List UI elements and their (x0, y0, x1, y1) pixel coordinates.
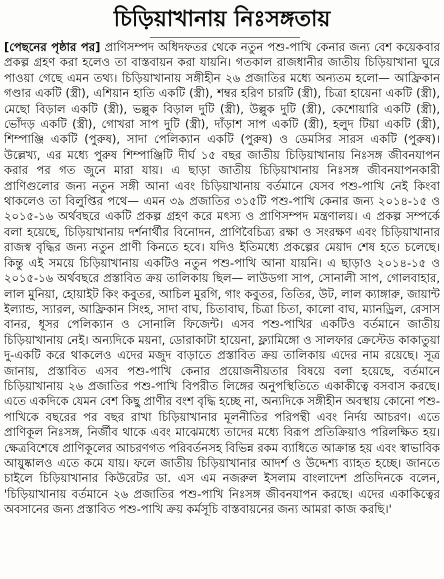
article-body (4, 40, 440, 576)
article-paragraph (4, 40, 440, 518)
headline-divider (150, 37, 300, 38)
continuation-label: [পেছনের পৃষ্ঠার পর] (4, 40, 101, 54)
headline: চিড়িয়াখানায় নিঃসঙ্গতায় (113, 7, 331, 32)
article-text: প্রাণিসম্পদ অধিদফতর থেকে নতুন পশু-পাখি কেনার জন্য বেশ কয়েকবার প্রকল্প গ্রহণ করা হলেও তা বাস্তবায়ন করা যায়নি। গতকাল রাজধানীর জাতীয় চিড়িয়াখানা ঘুরে পাওয়া গেছে এমন তথ্য। চিড়িয়াখানায় সঙ্গীহীন ২৬ প্রজাতির মধ্যে অন্যতম হলো— আফ্রিকান গণ্ডার একটি (স্ত্রী), এশিয়ান হাতি একটি (স্ত্রী), শম্বর হরিণ চারটি (স্ত্রী), চিত্রা হায়েনা একটি (স্ত্রী), মেছো বিড়াল একটি (স্ত্রী), ভল্লুক বিড়াল দুটি (স্ত্রী), উল্লুক দুটি (স্ত্রী), কেশোয়ারি একটি (স্ত্রী), ভোঁদড় একটি (স্ত্রী), গোখরা সাপ দুটি (স্ত্রী), দাঁড়াশ সাপ একটি (স্ত্রী), হলুদ টিয়া একটি (স্ত্রী), শিম্পাঞ্জি একটি (পুরুষ), সাদা পেলিক্যান একটি (পুরুষ) ও ডেমসির সারস একটি (পুরুষ)। উল্লেখ্য, এর মধ্যে পুরুষ শিম্পাঞ্জিটি দীর্ঘ ১৫ বছর জাতীয় চিড়িয়াখানায় নিঃসঙ্গ জীবনযাপন করার পর গত জুনে মারা যায়। এ ছাড়া জাতীয় চিড়িয়াখানায় নিঃসঙ্গ জীবনযাপনকারী প্রাণিগুলোর জন্য নতুন সঙ্গী আনা এবং চিড়িয়াখানায় বর্তমানে যেসব পশু-পাখি নেই কিংবা থাকলেও তা বিলুপ্তির পথে— এমন ৩৯ প্রজাতির ৩১৫টি পশু-পাখি কেনার জন্য ২০১৪-১৫ ও ২০১৫-১৬ অর্থবছরে একটি প্রকল্প গ্রহণ করে মৎস্য ও প্রাণিসম্পদ মন্ত্রণালয়। এ প্রকল্প সম্পর্কে বলা হয়েছে, চিড়িয়াখানায় দর্শনার্থীর বিনোদন, প্রাণিবৈচিত্র্য রক্ষা ও সংরক্ষণ এবং চিড়িয়াখানার রাজস্ব বৃদ্ধির জন্য নতুন প্রাণী কিনতে হবে। যদিও ইতিমধ্যে প্রকল্পের মেয়াদ শেষ হতে চলেছে। কিন্তু এই সময়ে চিড়িয়াখানায় একটিও নতুন পশু-পাখি আনা যায়নি। এ ছাড়াও ২০১৪-১৫ ও ২০১৫-১৬ অর্থবছরে প্রস্তাবিত ক্রয় তালিকায় ছিল— লাউডগা সাপ, সোনালী সাপ, গোলবাহার, লাল মুনিয়া, হোয়াইট কিং কবুতর, আচিল মুরগি, গাং কবুতর, তিতির, উট, লাল ক্যাঙ্গারু, জায়ান্ট ইল্যান্ড, স্যারল, আফ্রিকান সিংহ, সাদা বাঘ, চিতাবাঘ, চিত্রা চিতা, কালো বাঘ, ম্যানড্রিল, রেসাস বানর, ধূসর পেলিক্যান ও সোনালি ফিজেন্ট। এসব পশু-পাখির একটিও বর্তমানে জাতীয় চিড়িয়াখানায় নেই। অন্যদিকে ময়না, ডোরাকাটা হায়েনা, ফ্ল্যামিঙ্গো ও সালফার ক্রেস্টেড কাকাতুয়া দু-একটি করে থাকলেও এদের মজুদ বাড়াতে প্রস্তাবিত ক্রয় তালিকায় এদের নাম রয়েছে। সূত্র জানায়, প্রস্তাবিত এসব পশু-পাখি কেনার প্রয়োজনীয়তার বিষয়ে বলা হয়েছে, বর্তমানে চিড়িয়াখানায় ২৬ প্রজাতির পশু-পাখি বিপরীত লিঙ্গের অনুপস্থিতিতে একাকীত্বে বসবাস করছে। এতে একদিকে যেমন বেশ কিছু প্রাণীর বংশ বৃদ্ধি হচ্ছে না, অন্যদিকে সঙ্গীহীন অবস্থায় কোনো পশু-পাখিকে বছরের পর বছর রাখা চিড়িয়াখানার মূলনীতির পরিপন্থী এবং নির্দয় আচরণ। এতে প্রাণিকূল নিঃসঙ্গ, নির্জীব থাকে এবং মাঝেমধ্যে তাদের মধ্যে বিরূপ প্রতিক্রিয়াও পরিলক্ষিত হয়। ক্ষেত্রবিশেষে প্রাণিকূলের আচরণগত পরিবর্তনসহ বিভিন্ন রকম ব্যাধিতে আক্রান্ত হয় এবং স্বাভাবিক আয়ুষ্কালও এতে কমে যায়। ফলে জাতীয় চিড়িয়াখানার আদর্শ ও উদ্দেশ্য ব্যাহত হচ্ছে। জানতে চাইলে চিড়িয়াখানার কিউরেটর ডা. এস এম নজরুল ইসলাম বাংলাদেশ প্রতিদিনকে বলেন, 'চিড়িয়াখানায় বর্তমানে ২৬ প্রজাতির পশু-পাখি নিঃসঙ্গ জীবনযাপন করছে। এদের একাকিত্বের অবসানের জন্য প্রস্তাবিত পশু-পাখি ক্রয় কর্মসূচি বাস্তবায়নের জন্য আমরা কাজ করছি।' (4, 40, 440, 517)
